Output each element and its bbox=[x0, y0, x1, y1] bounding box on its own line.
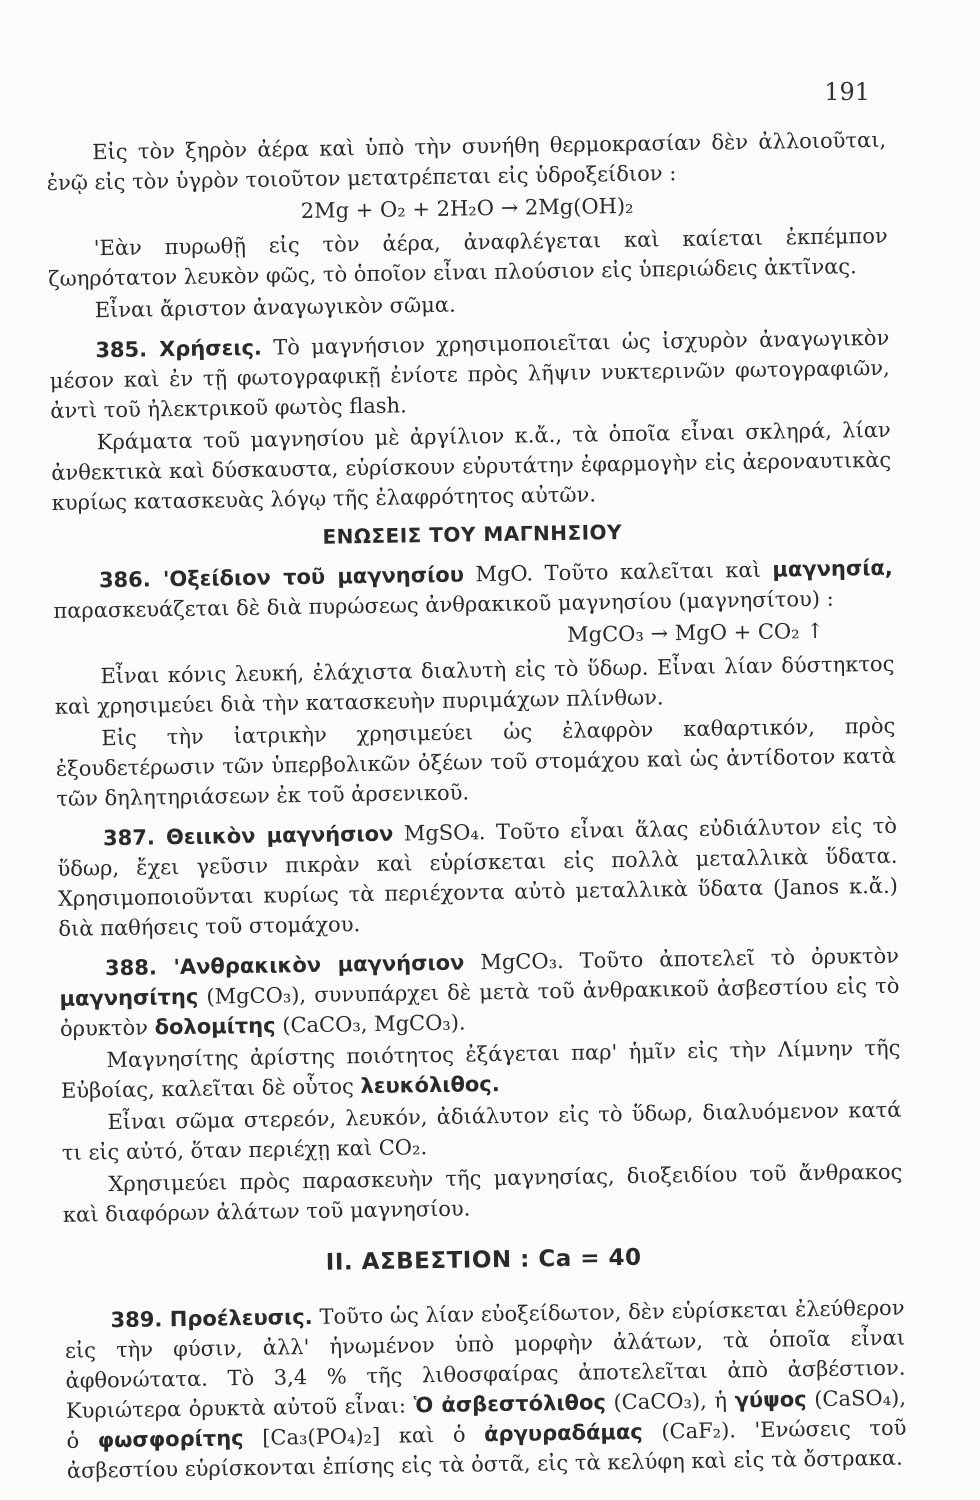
section-389-text-b: (CaCO₃), ἡ bbox=[613, 1388, 728, 1415]
section-385-text: Τὸ μαγνήσιον χρησιμοποιεῖται ὡς ἰσχυρὸν ἀναγωγικὸν μέσον καὶ ἐν τῇ φωτογραφικῇ ἐνίοτε πρὸς λῆψιν νυκτερινῶν φωτογραφιῶν, ἀντὶ τοῦ ἠλεκτρικοῦ φωτὸς flash. bbox=[49, 325, 890, 423]
section-386-text-b: παρασκευάζεται δὲ διὰ πυρώσεως ἀνθρακικοῦ μαγνησίου (μαγνησίτου) : bbox=[53, 586, 834, 623]
section-388-formula: MgCO₃. bbox=[480, 948, 564, 975]
section-389 bbox=[64, 1293, 907, 1486]
section-386-title: 386. 'Οξείδιον τοῦ μαγνησίου bbox=[98, 562, 465, 593]
equation-mgco3: MgCO₃ → MgO + CO₂ ↑ bbox=[566, 618, 825, 647]
paragraph-reducing: Εἶναι ἄριστον ἀναγωγικὸν σῶμα. bbox=[94, 292, 456, 323]
section-388-bold2: δολομίτης bbox=[154, 1013, 276, 1040]
section-389-text-d: [Ca₃(PO₄)₂] καὶ ὁ bbox=[262, 1422, 466, 1450]
section-388-text-a: Τοῦτο ἀποτελεῖ τὸ ὀρυκτὸν bbox=[579, 943, 900, 973]
section-388-text-c: (CaCO₃, MgCO₃). bbox=[282, 1010, 466, 1038]
section-389-text-a: Τοῦτο ὡς λίαν εὐοξείδωτον, δὲν εὑρίσκεται ἐλεύθερον εἰς τὴν φύσιν, ἀλλ' ἡνωμένον ὑπὸ μορφὴν ἀλάτων, τὰ ὁποῖα εἶναι ἀφθονώτατα. Τὸ 3,4 % τῆς λιθοσφαίρας ἀποτελεῖται ἀπὸ ἀσβέστιον. Κυριώτερα ὀρυκτὰ αὐτοῦ εἶναι: bbox=[64, 1295, 906, 1423]
section-389-text-e: (CaF₂). 'Ενώσεις τοῦ ἀσβεστίου εὑρίσκονται ἐπίσης εἰς τὰ ὀστᾶ, εἰς τὰ κελύφη καὶ εἰς τὰ ὄστρακα. bbox=[66, 1415, 907, 1483]
section-388-p2-bold: λευκόλιθος. bbox=[360, 1071, 500, 1099]
section-389-text-c: (CaSO₄), ὁ bbox=[66, 1385, 907, 1453]
section-386 bbox=[53, 553, 894, 626]
page-number: 191 bbox=[824, 78, 870, 106]
section-389-bold4: ἀργυραδάμας bbox=[483, 1419, 643, 1447]
section-388-bold1: μαγνησίτης bbox=[59, 984, 199, 1011]
equation-mg-water: 2Mg + O₂ + 2H₂O → 2Mg(OH)₂ bbox=[300, 193, 634, 224]
paragraph-intro: Εἰς τὸν ξηρὸν ἀέρα καὶ ὑπὸ τὴν συνήθη θερμοκρασίαν δὲν ἀλλοιοῦται, ἐνῷ εἰς τὸν ὑγρὸν τοιοῦτον μετατρέπεται εἰς ὑδροξείδιον : bbox=[46, 127, 887, 195]
paragraph-burning: 'Εὰν πυρωθῇ εἰς τὸν ἀέρα, ἀναφλέγεται καὶ καίεται ἐκπέμπον ζωηρότατον λευκὸν φῶς, τὸ ὁποῖον εἶναι πλούσιον εἰς ὑπεριώδεις ἀκτῖνας. bbox=[48, 223, 888, 291]
section-386-p2: Εἶναι κόνις λευκή, ἐλάχιστα διαλυτὴ εἰς τὸ ὕδωρ. Εἶναι λίαν δύστηκτος καὶ χρησιμεύει διὰ τὴν κατασκευὴν πυριμάχων πλίνθων. bbox=[54, 651, 895, 719]
section-387-title: 387. Θειικὸν μαγνήσιον bbox=[102, 821, 394, 851]
section-385-title: 385. Χρήσεις. bbox=[95, 335, 263, 363]
section-389-title: 389. Προέλευσις. bbox=[110, 1304, 313, 1333]
section-385 bbox=[49, 323, 890, 426]
section-386-p3: Εἰς τὴν ἰατρικὴν χρησιμεύει ὡς ἐλαφρὸν καθαρτικόν, πρὸς ἐξουδετέρωσιν τῶν ὑπερβολικῶν ὀξέων τοῦ στομάχου καὶ ὡς ἀντίδοτον κατὰ τῶν δηλητηριάσεων ἐκ τοῦ ἀρσενικοῦ. bbox=[55, 713, 896, 811]
section-388-p2 bbox=[60, 1033, 901, 1106]
section-389-bold2: γύψος bbox=[734, 1387, 807, 1413]
section-389-bold3: φωσφορίτης bbox=[97, 1426, 244, 1453]
section-387-text: Τοῦτο εἶναι ἅλας εὐδιάλυτον εἰς τὸ ὕδωρ, ἔχει γεῦσιν πικρὰν καὶ εὑρίσκεται εἰς πολλὰ μεταλλικὰ ὕδατα. Χρησιμοποιοῦνται κυρίως τὰ περιέχοντα αὐτὸ μεταλλικὰ ὕδατα (Janos κ.ἄ.) διὰ παθήσεις τοῦ στομάχου. bbox=[57, 813, 899, 941]
section-388-p3: Εἶναι σῶμα στερεόν, λευκόν, ἀδιάλυτον εἰς τὸ ὕδωρ, διαλυόμενον κατά τι εἰς αὐτό, ὅταν περιέχῃ καὶ CO₂. bbox=[61, 1097, 902, 1165]
section-387 bbox=[57, 811, 899, 944]
page-body bbox=[46, 125, 907, 1488]
heading-compounds: ΕΝΩΣΕΙΣ ΤΟΥ ΜΑΓΝΗΣΙΟΥ bbox=[322, 520, 623, 549]
section-387-formula: MgSO₄. bbox=[403, 820, 486, 846]
section-388-text-b: (MgCO₃), συνυπάρχει δὲ μετὰ τοῦ ἀνθρακικοῦ ἀσβεστίου εἰς τὸ ὀρυκτὸν bbox=[59, 973, 900, 1041]
section-388-p2-text: Μαγνησίτης ἀρίστης ποιότητος ἐξάγεται παρ' ἡμῖν εἰς τὴν Λίμνην τῆς Εὐβοίας, καλεῖται δὲ οὗτος bbox=[60, 1035, 901, 1103]
section-388-title: 388. 'Ανθρακικὸν μαγνήσιον bbox=[104, 950, 465, 981]
section-388-p4: Χρησιμεύει πρὸς παρασκευὴν τῆς μαγνησίας, διοξειδίου τοῦ ἄνθρακος καὶ διαφόρων ἀλάτων τοῦ μαγνησίου. bbox=[62, 1159, 903, 1227]
section-388 bbox=[59, 941, 900, 1044]
heading-calcium: ΙΙ. ΑΣΒΕΣΤΙΟΝ : Ca = 40 bbox=[325, 1244, 642, 1276]
section-389-bold1: Ὁ ἀσβεστόλιθος bbox=[413, 1390, 607, 1418]
section-386-formula: MgO. bbox=[475, 561, 534, 587]
section-386-bold: μαγνησία, bbox=[772, 555, 893, 582]
section-385-alloys: Κράματα τοῦ μαγνησίου μὲ ἀργίλιον κ.ἄ., τὰ ὁποῖα εἶναι σκληρά, λίαν ἀνθεκτικὰ καὶ δύσκαυστα, εὑρίσκουν εὐρυτάτην ἐφαρμογὴν εἰς ἀεροναυτικὰς κυρίως κατασκευὰς λόγῳ τῆς ἐλαφρότητος αὐτῶν. bbox=[51, 417, 892, 515]
section-386-text-a: Τοῦτο καλεῖται καὶ bbox=[544, 557, 762, 586]
